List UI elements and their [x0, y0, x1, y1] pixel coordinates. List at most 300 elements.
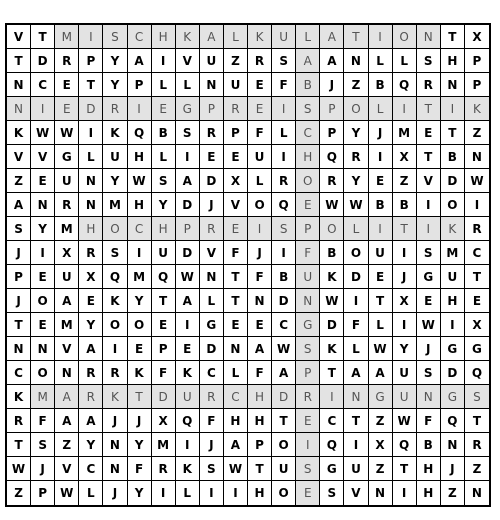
- grid-cell[interactable]: N: [7, 97, 31, 121]
- grid-cell[interactable]: N: [31, 193, 55, 217]
- grid-cell[interactable]: K: [465, 97, 489, 121]
- grid-cell[interactable]: A: [176, 169, 200, 193]
- grid-cell[interactable]: L: [176, 481, 200, 505]
- grid-cell[interactable]: P: [320, 121, 344, 145]
- grid-cell[interactable]: W: [224, 457, 248, 481]
- grid-cell[interactable]: Y: [103, 49, 127, 73]
- grid-cell[interactable]: L: [296, 25, 320, 49]
- grid-cell[interactable]: P: [7, 265, 31, 289]
- grid-cell[interactable]: E: [200, 145, 224, 169]
- grid-cell[interactable]: F: [224, 241, 248, 265]
- grid-cell[interactable]: H: [441, 289, 465, 313]
- grid-cell[interactable]: C: [128, 217, 152, 241]
- grid-cell[interactable]: N: [103, 457, 127, 481]
- grid-cell[interactable]: E: [31, 169, 55, 193]
- grid-cell[interactable]: Q: [465, 361, 489, 385]
- grid-cell[interactable]: I: [393, 481, 417, 505]
- grid-cell[interactable]: N: [55, 361, 79, 385]
- grid-cell[interactable]: Y: [128, 481, 152, 505]
- grid-cell[interactable]: C: [296, 121, 320, 145]
- grid-cell[interactable]: I: [393, 241, 417, 265]
- grid-cell[interactable]: N: [103, 433, 127, 457]
- grid-cell[interactable]: P: [465, 49, 489, 73]
- grid-cell[interactable]: T: [128, 385, 152, 409]
- grid-cell[interactable]: X: [393, 289, 417, 313]
- grid-cell[interactable]: L: [176, 73, 200, 97]
- grid-cell[interactable]: Z: [7, 481, 31, 505]
- grid-cell[interactable]: H: [152, 25, 176, 49]
- grid-cell[interactable]: J: [248, 241, 272, 265]
- grid-cell[interactable]: N: [79, 193, 103, 217]
- grid-cell[interactable]: T: [224, 265, 248, 289]
- grid-cell[interactable]: J: [200, 433, 224, 457]
- grid-cell[interactable]: U: [248, 145, 272, 169]
- grid-cell[interactable]: N: [31, 337, 55, 361]
- grid-cell[interactable]: S: [200, 457, 224, 481]
- grid-cell[interactable]: I: [296, 433, 320, 457]
- grid-cell[interactable]: G: [465, 337, 489, 361]
- grid-cell[interactable]: K: [103, 385, 127, 409]
- grid-cell[interactable]: N: [369, 481, 393, 505]
- grid-cell[interactable]: T: [248, 457, 272, 481]
- grid-cell[interactable]: S: [417, 361, 441, 385]
- grid-cell[interactable]: R: [272, 169, 296, 193]
- grid-cell[interactable]: B: [441, 145, 465, 169]
- grid-cell[interactable]: Y: [103, 169, 127, 193]
- grid-cell[interactable]: Y: [152, 193, 176, 217]
- grid-cell[interactable]: L: [369, 97, 393, 121]
- grid-cell[interactable]: Y: [79, 433, 103, 457]
- grid-cell[interactable]: Q: [441, 409, 465, 433]
- grid-cell[interactable]: U: [55, 169, 79, 193]
- grid-cell[interactable]: L: [79, 145, 103, 169]
- grid-cell[interactable]: R: [79, 361, 103, 385]
- grid-cell[interactable]: P: [152, 337, 176, 361]
- grid-cell[interactable]: Y: [79, 313, 103, 337]
- grid-cell[interactable]: G: [200, 313, 224, 337]
- grid-cell[interactable]: N: [417, 25, 441, 49]
- grid-cell[interactable]: H: [417, 457, 441, 481]
- grid-cell[interactable]: M: [103, 193, 127, 217]
- grid-cell[interactable]: W: [369, 337, 393, 361]
- grid-cell[interactable]: Q: [393, 73, 417, 97]
- grid-cell[interactable]: N: [471, 486, 482, 500]
- grid-cell[interactable]: V: [55, 457, 79, 481]
- grid-cell[interactable]: J: [128, 409, 152, 433]
- grid-cell[interactable]: T: [7, 313, 31, 337]
- grid-cell[interactable]: I: [441, 313, 465, 337]
- grid-cell[interactable]: R: [200, 217, 224, 241]
- grid-cell[interactable]: I: [200, 481, 224, 505]
- grid-cell[interactable]: Z: [224, 49, 248, 73]
- grid-cell[interactable]: A: [248, 337, 272, 361]
- grid-cell[interactable]: K: [103, 289, 127, 313]
- grid-cell[interactable]: A: [79, 337, 103, 361]
- grid-cell[interactable]: S: [176, 121, 200, 145]
- grid-cell[interactable]: S: [417, 241, 441, 265]
- grid-cell[interactable]: R: [417, 73, 441, 97]
- grid-cell[interactable]: G: [441, 337, 465, 361]
- grid-cell[interactable]: A: [79, 409, 103, 433]
- grid-cell[interactable]: R: [296, 385, 320, 409]
- grid-cell[interactable]: R: [200, 385, 224, 409]
- grid-cell[interactable]: J: [441, 457, 465, 481]
- grid-cell[interactable]: W: [7, 457, 31, 481]
- grid-cell[interactable]: G: [55, 145, 79, 169]
- grid-cell[interactable]: E: [248, 97, 272, 121]
- grid-cell[interactable]: V: [176, 49, 200, 73]
- grid-cell[interactable]: K: [248, 25, 272, 49]
- grid-cell[interactable]: N: [7, 73, 31, 97]
- grid-cell[interactable]: X: [465, 25, 489, 49]
- grid-cell[interactable]: P: [224, 121, 248, 145]
- grid-cell[interactable]: T: [79, 73, 103, 97]
- grid-cell[interactable]: R: [103, 361, 127, 385]
- grid-cell[interactable]: F: [248, 121, 272, 145]
- grid-cell[interactable]: C: [320, 409, 344, 433]
- grid-cell[interactable]: R: [55, 193, 79, 217]
- grid-cell[interactable]: D: [272, 385, 296, 409]
- grid-cell[interactable]: Q: [176, 409, 200, 433]
- grid-cell[interactable]: Q: [320, 145, 344, 169]
- grid-cell[interactable]: N: [465, 145, 489, 169]
- grid-cell[interactable]: W: [128, 169, 152, 193]
- grid-cell[interactable]: P: [200, 97, 224, 121]
- grid-cell[interactable]: M: [55, 25, 79, 49]
- grid-cell[interactable]: U: [393, 385, 417, 409]
- grid-cell[interactable]: I: [465, 193, 489, 217]
- grid-cell[interactable]: Z: [369, 457, 393, 481]
- grid-cell[interactable]: S: [320, 481, 344, 505]
- grid-cell[interactable]: R: [320, 169, 344, 193]
- grid-cell[interactable]: Y: [344, 121, 368, 145]
- grid-cell[interactable]: I: [441, 97, 465, 121]
- grid-cell[interactable]: E: [176, 337, 200, 361]
- grid-cell[interactable]: X: [152, 409, 176, 433]
- grid-cell[interactable]: N: [441, 73, 465, 97]
- grid-cell[interactable]: O: [344, 241, 368, 265]
- grid-cell[interactable]: O: [103, 217, 127, 241]
- grid-cell[interactable]: B: [320, 241, 344, 265]
- grid-cell[interactable]: L: [369, 49, 393, 73]
- grid-cell[interactable]: W: [31, 121, 55, 145]
- grid-cell[interactable]: T: [417, 145, 441, 169]
- grid-cell[interactable]: C: [200, 361, 224, 385]
- grid-cell[interactable]: E: [224, 313, 248, 337]
- grid-cell[interactable]: N: [441, 433, 465, 457]
- grid-cell[interactable]: U: [152, 241, 176, 265]
- grid-cell[interactable]: A: [344, 361, 368, 385]
- grid-cell[interactable]: W: [272, 337, 296, 361]
- grid-cell[interactable]: U: [55, 265, 79, 289]
- grid-cell[interactable]: T: [224, 289, 248, 313]
- grid-cell[interactable]: R: [79, 385, 103, 409]
- grid-cell[interactable]: K: [320, 265, 344, 289]
- grid-cell[interactable]: P: [79, 49, 103, 73]
- grid-cell[interactable]: P: [296, 361, 320, 385]
- grid-cell[interactable]: E: [296, 409, 320, 433]
- grid-cell[interactable]: H: [441, 49, 465, 73]
- grid-cell[interactable]: M: [393, 121, 417, 145]
- grid-cell[interactable]: W: [417, 313, 441, 337]
- grid-cell[interactable]: I: [79, 25, 103, 49]
- grid-cell[interactable]: J: [369, 121, 393, 145]
- grid-cell[interactable]: O: [393, 25, 417, 49]
- grid-cell[interactable]: W: [176, 265, 200, 289]
- grid-cell[interactable]: B: [417, 433, 441, 457]
- grid-cell[interactable]: B: [369, 193, 393, 217]
- grid-cell[interactable]: U: [369, 241, 393, 265]
- grid-cell[interactable]: E: [369, 265, 393, 289]
- grid-cell[interactable]: D: [272, 289, 296, 313]
- grid-cell[interactable]: W: [55, 121, 79, 145]
- grid-cell[interactable]: M: [31, 385, 55, 409]
- grid-cell[interactable]: H: [248, 409, 272, 433]
- grid-cell[interactable]: T: [441, 25, 465, 49]
- grid-cell[interactable]: F: [248, 361, 272, 385]
- grid-cell[interactable]: I: [320, 385, 344, 409]
- grid-cell[interactable]: C: [31, 73, 55, 97]
- grid-cell[interactable]: I: [176, 313, 200, 337]
- grid-cell[interactable]: A: [176, 289, 200, 313]
- grid-cell[interactable]: I: [417, 193, 441, 217]
- grid-cell[interactable]: M: [55, 313, 79, 337]
- grid-cell[interactable]: S: [296, 457, 320, 481]
- grid-cell[interactable]: S: [465, 385, 489, 409]
- grid-cell[interactable]: I: [103, 337, 127, 361]
- grid-cell[interactable]: T: [393, 217, 417, 241]
- grid-cell[interactable]: E: [224, 145, 248, 169]
- grid-cell[interactable]: P: [465, 73, 489, 97]
- grid-cell[interactable]: T: [320, 361, 344, 385]
- grid-cell[interactable]: I: [369, 25, 393, 49]
- grid-cell[interactable]: M: [441, 241, 465, 265]
- grid-cell[interactable]: G: [369, 385, 393, 409]
- grid-cell[interactable]: F: [200, 409, 224, 433]
- grid-cell[interactable]: P: [128, 73, 152, 97]
- grid-cell[interactable]: A: [7, 193, 31, 217]
- grid-cell[interactable]: I: [128, 97, 152, 121]
- grid-cell[interactable]: H: [79, 217, 103, 241]
- grid-cell[interactable]: C: [79, 457, 103, 481]
- grid-cell[interactable]: L: [272, 121, 296, 145]
- grid-cell[interactable]: J: [320, 73, 344, 97]
- grid-cell[interactable]: K: [7, 385, 31, 409]
- grid-cell[interactable]: U: [296, 265, 320, 289]
- grid-cell[interactable]: N: [7, 337, 31, 361]
- grid-cell[interactable]: Z: [393, 169, 417, 193]
- grid-cell[interactable]: D: [200, 337, 224, 361]
- grid-cell[interactable]: E: [465, 289, 489, 313]
- grid-cell[interactable]: K: [441, 217, 465, 241]
- grid-cell[interactable]: E: [296, 193, 320, 217]
- grid-cell[interactable]: U: [441, 265, 465, 289]
- grid-cell[interactable]: W: [55, 481, 79, 505]
- grid-cell[interactable]: L: [224, 361, 248, 385]
- grid-cell[interactable]: Y: [393, 337, 417, 361]
- grid-cell[interactable]: R: [103, 97, 127, 121]
- grid-cell[interactable]: E: [31, 265, 55, 289]
- grid-cell[interactable]: U: [200, 49, 224, 73]
- grid-cell[interactable]: G: [441, 385, 465, 409]
- grid-cell[interactable]: F: [31, 409, 55, 433]
- grid-cell[interactable]: Q: [393, 433, 417, 457]
- grid-cell[interactable]: E: [224, 217, 248, 241]
- grid-cell[interactable]: Z: [344, 73, 368, 97]
- grid-cell[interactable]: R: [152, 457, 176, 481]
- grid-cell[interactable]: W: [320, 289, 344, 313]
- grid-cell[interactable]: U: [272, 457, 296, 481]
- grid-cell[interactable]: D: [79, 97, 103, 121]
- grid-cell[interactable]: V: [344, 481, 368, 505]
- grid-cell[interactable]: S: [7, 217, 31, 241]
- grid-cell[interactable]: R: [224, 97, 248, 121]
- grid-cell[interactable]: X: [465, 313, 489, 337]
- grid-cell[interactable]: I: [152, 49, 176, 73]
- grid-cell[interactable]: N: [79, 169, 103, 193]
- grid-cell[interactable]: H: [224, 409, 248, 433]
- grid-cell[interactable]: M: [55, 217, 79, 241]
- grid-cell[interactable]: E: [248, 313, 272, 337]
- grid-cell[interactable]: Z: [55, 433, 79, 457]
- grid-cell[interactable]: B: [369, 73, 393, 97]
- grid-cell[interactable]: S: [272, 217, 296, 241]
- grid-cell[interactable]: O: [272, 481, 296, 505]
- grid-cell[interactable]: T: [417, 97, 441, 121]
- grid-cell[interactable]: E: [31, 313, 55, 337]
- grid-cell[interactable]: X: [224, 169, 248, 193]
- grid-cell[interactable]: H: [248, 385, 272, 409]
- grid-cell[interactable]: R: [344, 145, 368, 169]
- grid-cell[interactable]: P: [248, 433, 272, 457]
- grid-cell[interactable]: C: [7, 361, 31, 385]
- grid-cell[interactable]: G: [176, 97, 200, 121]
- grid-cell[interactable]: A: [55, 289, 79, 313]
- grid-cell[interactable]: U: [393, 361, 417, 385]
- grid-cell[interactable]: W: [344, 193, 368, 217]
- grid-cell[interactable]: P: [176, 217, 200, 241]
- grid-cell[interactable]: T: [152, 289, 176, 313]
- grid-cell[interactable]: L: [152, 145, 176, 169]
- grid-cell[interactable]: K: [7, 121, 31, 145]
- grid-cell[interactable]: O: [272, 433, 296, 457]
- grid-cell[interactable]: L: [369, 313, 393, 337]
- grid-cell[interactable]: F: [272, 73, 296, 97]
- grid-cell[interactable]: H: [152, 217, 176, 241]
- grid-cell[interactable]: K: [103, 121, 127, 145]
- grid-cell[interactable]: T: [7, 49, 31, 73]
- grid-cell[interactable]: I: [344, 433, 368, 457]
- grid-cell[interactable]: D: [441, 361, 465, 385]
- grid-cell[interactable]: I: [128, 241, 152, 265]
- grid-cell[interactable]: U: [272, 25, 296, 49]
- grid-cell[interactable]: R: [7, 409, 31, 433]
- grid-cell[interactable]: N: [344, 49, 368, 73]
- grid-cell[interactable]: K: [320, 337, 344, 361]
- grid-cell[interactable]: F: [128, 457, 152, 481]
- grid-cell[interactable]: K: [128, 361, 152, 385]
- grid-cell[interactable]: Q: [128, 121, 152, 145]
- grid-cell[interactable]: W: [465, 169, 489, 193]
- grid-cell[interactable]: I: [272, 145, 296, 169]
- grid-cell[interactable]: Z: [465, 121, 489, 145]
- grid-cell[interactable]: V: [417, 169, 441, 193]
- grid-cell[interactable]: Z: [7, 169, 31, 193]
- grid-cell[interactable]: O: [441, 193, 465, 217]
- grid-cell[interactable]: S: [417, 49, 441, 73]
- grid-cell[interactable]: Y: [31, 217, 55, 241]
- grid-cell[interactable]: J: [200, 193, 224, 217]
- grid-cell[interactable]: I: [31, 97, 55, 121]
- grid-cell[interactable]: N: [200, 265, 224, 289]
- grid-cell[interactable]: Y: [344, 169, 368, 193]
- grid-cell[interactable]: P: [296, 217, 320, 241]
- grid-cell[interactable]: J: [7, 241, 31, 265]
- grid-cell[interactable]: T: [393, 457, 417, 481]
- grid-cell[interactable]: S: [103, 25, 127, 49]
- grid-cell[interactable]: U: [344, 457, 368, 481]
- grid-cell[interactable]: G: [320, 457, 344, 481]
- grid-cell[interactable]: I: [393, 97, 417, 121]
- grid-cell[interactable]: I: [344, 289, 368, 313]
- grid-cell[interactable]: V: [31, 145, 55, 169]
- grid-cell[interactable]: L: [248, 169, 272, 193]
- grid-cell[interactable]: D: [152, 385, 176, 409]
- grid-cell[interactable]: A: [55, 385, 79, 409]
- grid-cell[interactable]: J: [7, 289, 31, 313]
- grid-cell[interactable]: I: [369, 217, 393, 241]
- grid-cell[interactable]: T: [465, 265, 489, 289]
- grid-cell[interactable]: O: [344, 97, 368, 121]
- grid-cell[interactable]: N: [296, 289, 320, 313]
- grid-cell[interactable]: X: [55, 241, 79, 265]
- grid-cell[interactable]: V: [7, 25, 31, 49]
- grid-cell[interactable]: O: [296, 169, 320, 193]
- grid-cell[interactable]: N: [224, 337, 248, 361]
- grid-cell[interactable]: A: [272, 361, 296, 385]
- grid-cell[interactable]: I: [176, 145, 200, 169]
- grid-cell[interactable]: E: [248, 73, 272, 97]
- grid-cell[interactable]: B: [272, 265, 296, 289]
- grid-cell[interactable]: R: [248, 49, 272, 73]
- grid-cell[interactable]: H: [417, 481, 441, 505]
- grid-cell[interactable]: M: [128, 265, 152, 289]
- grid-cell[interactable]: T: [369, 289, 393, 313]
- grid-cell[interactable]: O: [248, 193, 272, 217]
- grid-cell[interactable]: H: [128, 193, 152, 217]
- grid-cell[interactable]: E: [417, 121, 441, 145]
- grid-cell[interactable]: I: [176, 433, 200, 457]
- grid-cell[interactable]: I: [79, 121, 103, 145]
- grid-cell[interactable]: R: [465, 217, 489, 241]
- grid-cell[interactable]: E: [417, 289, 441, 313]
- grid-cell[interactable]: T: [441, 121, 465, 145]
- grid-cell[interactable]: H: [248, 481, 272, 505]
- grid-cell[interactable]: O: [320, 217, 344, 241]
- grid-cell[interactable]: F: [344, 313, 368, 337]
- grid-cell[interactable]: G: [296, 313, 320, 337]
- grid-cell[interactable]: A: [224, 433, 248, 457]
- grid-cell[interactable]: D: [176, 241, 200, 265]
- grid-cell[interactable]: A: [369, 361, 393, 385]
- grid-cell[interactable]: C: [128, 25, 152, 49]
- grid-cell[interactable]: V: [200, 241, 224, 265]
- grid-cell[interactable]: U: [224, 73, 248, 97]
- grid-cell[interactable]: Q: [320, 433, 344, 457]
- grid-cell[interactable]: E: [152, 97, 176, 121]
- grid-cell[interactable]: A: [296, 49, 320, 73]
- grid-cell[interactable]: C: [272, 313, 296, 337]
